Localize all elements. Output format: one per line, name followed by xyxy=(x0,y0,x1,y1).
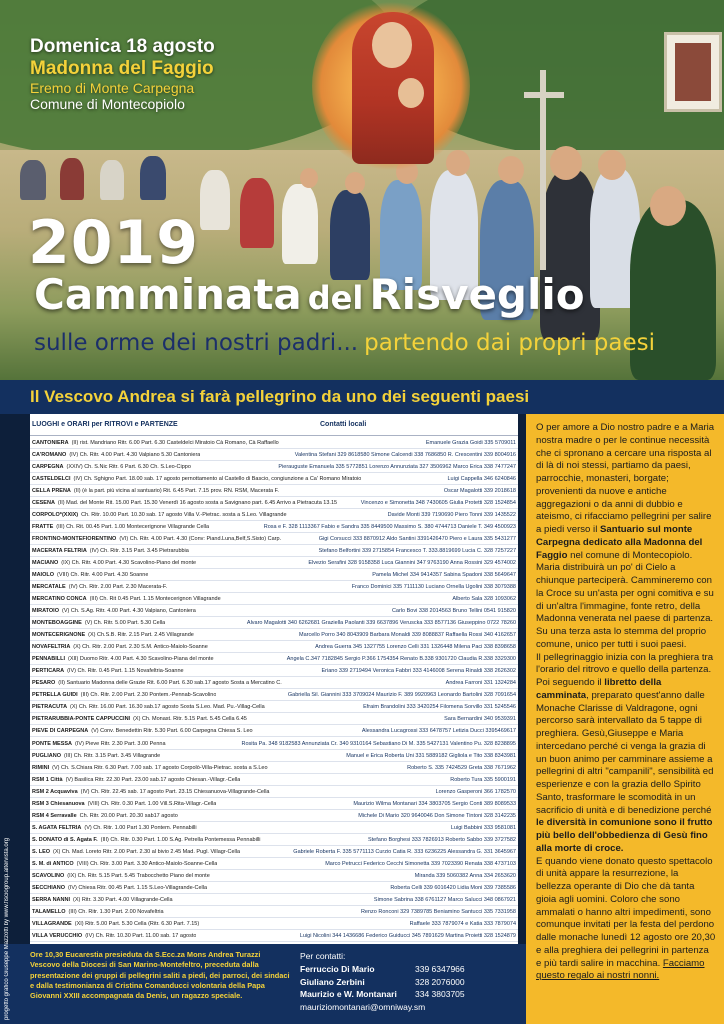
mass-info: Ore 10,30 Eucarestia presieduta da S.Ecc.za Mons Andrea Turazzi Vescovo della Diocesi di San Marino-Montefeltro, preceduta dalla presentazione dei gruppi di pellegrini saliti a piedi, dei parroci, dei sindaci e dalla testimonianza di Cristina Comanducci volontaria della Papa Giovanni XXIII accompagnata da Denis, un ragazzo speciale. xyxy=(30,950,290,1001)
table-row xyxy=(30,870,518,882)
table-header-right: Contatti locali xyxy=(320,421,367,428)
table-row xyxy=(30,713,518,725)
row-place: PERTICARA xyxy=(32,668,65,675)
row-contact: Davide Monti 339 7190690 Piero Tonni 339 1435522 xyxy=(387,512,516,519)
row-info: (III) Ch. Rit 0.45 Part. 1.15 Montecerignon Villagrande xyxy=(89,596,221,603)
row-place: VILLAGRANDE xyxy=(32,920,72,927)
row-info: (IV) Chiesa Ritr. 00.45 Part. 1.15 S.Leo-Villagrande-Cella xyxy=(68,884,208,891)
table-row xyxy=(30,918,518,930)
row-place: CORPOLO*(XXIX) xyxy=(32,512,79,519)
row-place-info xyxy=(32,485,279,497)
row-info: (X) Ritr. 3.30 Part. 4.00 Villagrande-Cella xyxy=(73,896,173,903)
row-place-info xyxy=(32,533,281,545)
row-contact: Renzo Ronconi 329 7389785 Beniamino Santucci 335 7331958 xyxy=(360,908,516,915)
table-header-left: LUOGHI e ORARI per RITROVI e PARTENZE xyxy=(32,421,178,428)
row-place-info xyxy=(32,713,247,725)
event-comune: Comune di Montecopiolo xyxy=(30,95,185,112)
row-place-info xyxy=(32,449,200,461)
row-contact: Alvaro Magalotti 340 6262681 Graziella Paolanti 339 6637896 Veruscka 333 8577136 Giuseppino 0722 78260 xyxy=(246,620,516,627)
row-place-info xyxy=(32,810,178,822)
row-place-info xyxy=(32,677,282,689)
table-row xyxy=(30,894,518,906)
row-place: SECCHIANO xyxy=(32,884,66,891)
row-info: (X) Ch. Mad. Loreto Ritr. 2.00 Part. 2.30 al bivio 2.45 Mad. Pugl. Villagr-Cella xyxy=(53,848,241,855)
row-info: (II) Mad. del Monte Rit. 15.00 Part. 15.30 Venerdì 16 agosto sosta a Savignano part. 6.45 Arrivo a Pietracuta 13.15 xyxy=(57,500,338,507)
table-row xyxy=(30,653,518,665)
contact-name: Ferruccio Di Mario xyxy=(300,963,375,974)
row-place: MONTECERIGNONE xyxy=(32,632,86,639)
row-place: S. AGATA FELTRIA xyxy=(32,824,82,831)
row-contact: Michele Di Mario 320 9640046 Don Simone Tintoni 328 3142235 xyxy=(358,812,516,819)
row-place: MERCATINO CONCA xyxy=(32,596,87,603)
cross-pole xyxy=(540,70,546,270)
table-row xyxy=(30,641,518,653)
table-row xyxy=(30,473,518,485)
row-place-info xyxy=(32,629,194,641)
row-place: CA'ROMANO xyxy=(32,452,67,459)
row-info: (II) (è la part. più vicina al santuario) Rit. 6.45 Part. 7.15 prov. RN. RSM, Macerata F. xyxy=(73,488,279,495)
schedule-table xyxy=(30,414,518,944)
row-place-info xyxy=(32,858,217,870)
madonna-face xyxy=(372,22,412,68)
row-contact: Roberto Tura 335 5900191 xyxy=(450,776,516,783)
table-row xyxy=(30,545,518,557)
row-place-info xyxy=(32,569,148,581)
table-row xyxy=(30,689,518,701)
cross-bar xyxy=(524,92,564,98)
contact-phone: 339 6347966 xyxy=(415,963,465,974)
row-place: RSM 1 Città xyxy=(32,776,63,783)
row-place-info xyxy=(32,653,214,665)
row-contact: Stefano Belfortini 339 2715854 Francesco T. 333.8819699 Lucia C. 328 7257227 xyxy=(318,548,516,555)
table-row xyxy=(30,774,518,786)
row-contact: Maurizio Wilma Montanari 334 3803705 Sergio Conti 389 8089533 xyxy=(353,800,516,807)
row-place: S. LEO xyxy=(32,848,51,855)
row-place: PIETRARUBBIA-PONTE CAPPUCCINI xyxy=(32,716,131,723)
row-contact: Elvezio Serafini 328 9158358 Luca Giannini 347 9763190 Anna Rossini 329 4574002 xyxy=(308,560,516,567)
row-place-info xyxy=(32,689,216,701)
row-info: (II) Santuario Madonna delle Grazie Rit. 6.00 Part. 6.30 sab.17 agosto Sosta a Mercatino C. xyxy=(58,680,282,687)
row-contact: Marco Petrucci Federico Cecchi Simonetta 339 7023390 Renata 338 4737103 xyxy=(325,860,516,867)
row-contact: Raffaele 333 7879074 e Katia 333 7879074 xyxy=(409,920,516,927)
row-contact: Manuel e Erica Roberta Uni 331 5889182 Gigliola e Tito 338 8343981 xyxy=(346,752,516,759)
row-info: (V) Ch. S.Chiara Ritr. 6.30 Part. 7.00 sab. 17 agosto Corpolò-Villa-Pietrac. sosta a S.Leo xyxy=(52,764,268,771)
row-place-info xyxy=(32,750,160,762)
contact-phone: 328 2076000 xyxy=(415,976,465,987)
contacts-block xyxy=(300,950,522,1014)
row-place-info xyxy=(32,545,189,557)
row-contact: Eriano 339 2719494 Veronica Fabbri 333 4146008 Serena Rinaldi 338 2626302 xyxy=(321,668,516,675)
row-info: (X) Ch. Ritr. 16.00 Part. 16.30 sab.17 agosto Sosta S.Leo. Mad. Pu.-Villag-Cella xyxy=(70,704,265,711)
table-row xyxy=(30,750,518,762)
bottom-band xyxy=(0,944,526,1024)
row-info: (V) Ch. Ritr. 5.00 Part. 5.30 Cella xyxy=(84,620,166,627)
row-place-info xyxy=(32,557,196,569)
side-text-span: nel comune di Montecopiolo. xyxy=(570,549,693,561)
contact-email[interactable]: mauriziomontanari@omniway.sm xyxy=(300,1002,426,1012)
table-row xyxy=(30,701,518,713)
row-place-info xyxy=(32,774,240,786)
side-paragraph: Maria distribuirà un po' di Cielo a chiunque parteciperà. Cammineremo con la Croce su un'asta per ogni comitiva e su di un'altra l'immagine, fonte retro, della Madonna venerata nel paese di partenza. Su una terza asta lo stemma del proprio comune, unico per tutti i suoi paesi. xyxy=(536,562,714,650)
row-place-info xyxy=(32,870,210,882)
row-place-info xyxy=(32,846,240,858)
row-place-info xyxy=(32,822,197,834)
row-place-info xyxy=(32,834,261,846)
row-info: (V) Conv. Benedettin Ritr. 5.30 Part. 6.00 Carpegna Chiesa S. Leo xyxy=(91,728,253,735)
row-info: Ch. Ritr. 20.00 Part. 20.30 sab17 agosto xyxy=(79,812,178,819)
row-contact: Efraim Brandolini 333 3420254 Filomena Sorvillo 331 5245546 xyxy=(363,704,516,711)
row-place: RSM 2 Acquaviva xyxy=(32,788,78,795)
table-row xyxy=(30,497,518,509)
row-place: PENNABILLI xyxy=(32,656,65,663)
contact-row xyxy=(300,963,522,976)
row-info: (IV) Ch. Ritr. 3.15 Part. 3.45 Pietrarubbia xyxy=(89,548,189,555)
row-place: RIMINI xyxy=(32,764,50,771)
row-place: PUGLIANO xyxy=(32,752,62,759)
row-place-info xyxy=(32,906,164,918)
row-info: (XII) Duomo Ritr. 4.00 Part. 4.30 Scavolino-Piana del monte xyxy=(68,656,214,663)
row-info: (IV) Ch. Ritr. 0.45 Part. 1.15 Novafeltria-Soanne xyxy=(67,668,184,675)
table-row xyxy=(30,449,518,461)
title-part: Risveglio xyxy=(369,270,585,319)
row-place: SCAVOLINO xyxy=(32,872,65,879)
row-info: (III) Ch. Ritr. 3.15 Part. 3.45 Villagrande xyxy=(64,752,161,759)
row-contact: Miranda 339 5060382 Anna 334 2653620 xyxy=(414,872,516,879)
row-info: (VIII) Ch. Ritr. 4.00 Part. 4.30 Soanne xyxy=(57,572,149,579)
table-row xyxy=(30,810,518,822)
table-row xyxy=(30,798,518,810)
row-place: PETRELLA GUIDI xyxy=(32,692,78,699)
table-row xyxy=(30,665,518,677)
side-paragraph xyxy=(536,652,716,856)
side-text-bold: Santuario sul monte Carpegna dedicato alla Madonna del Faggio xyxy=(536,524,703,561)
row-info: (IV) Ch. Ritr. 2.00 Part. 2.30 Macerata-F. xyxy=(68,584,168,591)
row-info: (XXIV) Ch. S.Nic Ritr. 6 Part. 6.30 Ch. S.Leo-Cippo xyxy=(66,464,191,471)
row-info: (II) rist. Mandriano Ritr. 6.00 Part. 6.30 Casteldelci Miratoio Cà Romano, Cà Raffaello xyxy=(71,440,279,446)
row-place-info xyxy=(32,641,208,653)
table-row xyxy=(30,593,518,605)
row-contact: Gigi Corsucci 333 8870912 Aldo Santini 3391426470 Piero e Laura 335 5431277 xyxy=(318,536,516,543)
table-row xyxy=(30,509,518,521)
row-info: (III) Ch. Ritr. 1.30 Part. 2.00 Novafeltria xyxy=(68,908,164,915)
row-info: (IX) Ch. Ritr. 4.00 Part. 4.30 Scavolino-Piano del monte xyxy=(61,560,197,567)
table-row xyxy=(30,762,518,774)
row-contact: Andrea Farroni 331 1324284 xyxy=(445,680,516,687)
row-place-info xyxy=(32,581,167,593)
event-header xyxy=(30,36,330,112)
row-contact: Emanuele Grazia Goidi 335 5709011 xyxy=(425,440,516,446)
row-place-info xyxy=(32,605,196,617)
row-place-info xyxy=(32,497,337,509)
child-face xyxy=(398,78,424,108)
side-text-span: Il pellegrinaggio inizia con la preghiera tra l'orario del ritrovo e quello della partenza. Poi seguendo il xyxy=(536,651,714,688)
row-place-info xyxy=(32,617,165,629)
table-row xyxy=(30,834,518,846)
row-place: RSM 4 Serravalle xyxy=(32,812,77,819)
table-row xyxy=(30,437,518,449)
row-contact: Luigi Babbini 333 9581081 xyxy=(450,824,516,831)
row-info: (V) Ch. Ritr. 1.00 Part 1.30 Pontem. Pennabilli xyxy=(84,824,197,831)
row-contact: Pamela Michel 334 9414357 Sabina Spadoni 338 5649647 xyxy=(372,572,516,579)
row-contact: Oscar Magalotti 339 2018618 xyxy=(443,488,516,495)
row-place: S. DONATO di S. Agata F. xyxy=(32,836,98,843)
row-info: Ch. Ritr. 10.00 Part. 10.30 sab. 17 agosto Villa V.-Pietrac. sosta a S.Leo. Villagrande xyxy=(81,512,287,519)
row-contact: Pierauguste Emanuela 335 5772851 Lorenzo Annunziata 327 3506962 Marco Erica 338 7477247 xyxy=(278,464,516,471)
row-place: MACIANO xyxy=(32,560,59,567)
row-info: (VIII) Ch. Ritr. 3.00 Part. 3.30 Antico-Maiolo-Soanne-Cella xyxy=(76,860,218,867)
row-info: (IV) Ch. Sghigno Part. 18.00 sab. 17 agosto pernottamento al Castello di Bascio, congiunzione a Ca' Romano Miratoio xyxy=(73,476,362,483)
event-madonna: Madonna del Faggio xyxy=(30,57,214,79)
table-row xyxy=(30,557,518,569)
row-place-info xyxy=(32,665,184,677)
table-row xyxy=(30,461,518,473)
row-contact: Gabriele Roberta F. 335 5771113 Curzio Catia R. 333 6236225 Alessandra G. 331 3645967 xyxy=(293,848,516,855)
row-place: RSM 3 Chiesanuova xyxy=(32,800,85,807)
row-place: CARPEGNA xyxy=(32,464,64,471)
table-row xyxy=(30,629,518,641)
row-info: (III) Ch. Rit. 00.45 Part. 1.00 Montecerignone Villagrande Cella xyxy=(56,524,210,531)
table-header xyxy=(30,414,518,436)
row-place: FRONTINO-MONTEFIORENTINO xyxy=(32,536,117,543)
table-row xyxy=(30,677,518,689)
row-contact: Rosita Pa. 348 9182583 Annunziata Cr. 340 9310164 Sebastiano Di M. 335 5427131 Valentino Pu. 328 8238895 xyxy=(241,740,516,747)
row-info: (III) Ch. Ritr. 2.00 Part. 2.30 Pontem.-Pennab-Scavolino xyxy=(80,692,217,699)
table-row xyxy=(30,822,518,834)
row-info: (III) Ch. Ritr. 0.30 Part. 1.00 S.Ag. Petrella Pontemessa Pennabilli xyxy=(100,836,261,843)
table-row xyxy=(30,533,518,545)
row-info: (IX) Ch. Ritr. 5.15 Part. 5.45 Trabocchetto Piano del monte xyxy=(67,872,210,879)
row-place: S. M. di ANTICO xyxy=(32,860,74,867)
contact-row xyxy=(300,988,522,1001)
row-contact: Simone Sabrina 338 6761127 Marco Salucci 348 0867921 xyxy=(373,896,516,903)
row-place: MAIOLO xyxy=(32,572,54,579)
row-info: (XI) Ritr. 5.00 Part. 5.30 Cella (Ritr. 6.30 Part. 7.15) xyxy=(74,920,200,927)
row-contact: Alessandra Lucagrossi 333 6478757 Letizia Ducci 3395469617 xyxy=(361,728,516,735)
side-text-bold: libretto della camminata xyxy=(536,677,662,701)
table-row xyxy=(30,930,518,942)
framed-image xyxy=(664,32,722,112)
contact-phone: 334 3803705 xyxy=(415,989,465,1000)
row-contact: Franco Dominici 335 7111130 Luciano Ornella Ugolini 338 3079388 xyxy=(351,584,516,591)
row-place-info xyxy=(32,882,207,894)
row-info: (X) Ch.S.B. Ritr. 2.15 Part. 2.45 Villagrande xyxy=(88,632,194,639)
row-place-info xyxy=(32,521,209,533)
row-place: MERCATALE xyxy=(32,584,66,591)
row-info: (X) Ch. Ritr. 2.00 Part. 2.30 S.M. Antico-Maiolo-Soanne xyxy=(73,644,208,651)
row-contact: Luigi Nicolini 344 1436686 Federico Guiducci 345 7891629 Martina Proietti 328 1524879 xyxy=(299,932,516,939)
row-place: CESENA xyxy=(32,500,55,507)
row-contact: Roberta Celli 339 6016420 Lidia Moni 339 7385586 xyxy=(390,884,516,891)
event-subtitle xyxy=(34,330,655,356)
row-place: FRATTE xyxy=(32,524,54,531)
row-info: (IV) Ch. Ritr. 4.00 Part. 4.30 Valpiano 5.30 Cantoniera xyxy=(69,452,201,459)
row-place: CELLA PRENA xyxy=(32,488,71,495)
table-row xyxy=(30,725,518,737)
side-text-span: , preparato quest'anno dalle Monache Clarisse di Valdragone, ogni percorso sarà intervallato da 5 tappe di preghiera. Gesù,Giuseppe e Maria intercedano perché ci venga la grazia di un buon animo per camminare assieme a pellegrini di altri "campanili", sensibilità ed esperienze e con la grazia dello Spirito Santo, trasformare le scomodità in un sacrificio di unità e di benedizione perché xyxy=(536,689,714,816)
side-text-bold: le diversità in comunione sono il frutto più bello dell'obbedienza di Gesù fino alla morte di croce. xyxy=(536,817,713,854)
row-info: (IV) Ch. Ritr. 22.45 sab. 17 agosto Part. 23.15 Chiesanuova-Villagrande-Cella xyxy=(80,788,270,795)
row-place: PESARO xyxy=(32,680,56,687)
table-row xyxy=(30,569,518,581)
table-row xyxy=(30,846,518,858)
row-place-info xyxy=(32,725,253,737)
contact-name: Maurizio e W. Montanari xyxy=(300,989,397,1000)
row-place-info xyxy=(32,701,265,713)
row-contact: Carlo Bovi 338 2014563 Bruno Tellini 0541 915820 xyxy=(391,608,516,615)
row-contact: Angela C.347 7182845 Sergio P.366 1754354 Renato B.338 9301720 Claudia R.338 3329300 xyxy=(286,656,516,663)
row-place: MACERATA FELTRIA xyxy=(32,548,87,555)
row-place-info xyxy=(32,786,270,798)
row-contact: Luigi Cappella 346 6240846 xyxy=(447,476,516,483)
row-place: PONTE MESSA xyxy=(32,740,73,747)
contacts-label: Per contatti: xyxy=(300,951,346,961)
row-contact: Marcello Porro 340 8043909 Barbara Monaldi 339 8088837 Raffaella Rossi 340 4162657 xyxy=(299,632,516,639)
side-paragraph xyxy=(536,856,716,984)
row-info: (VIII) Ch. Ritr. 0.30 Part. 1.00 Vill.S.Rita-Villagr.-Cella xyxy=(87,800,217,807)
side-paragraph xyxy=(536,422,716,562)
row-info: (V) Basilica Ritr. 22.30 Part. 23.00 sab.17 agosto Chiesan.-Villagr.-Cella xyxy=(65,776,241,783)
event-title xyxy=(34,270,585,319)
table-row xyxy=(30,617,518,629)
row-place: VILLA VERUCCHIO xyxy=(32,932,83,939)
row-place: PIEVE DI CARPEGNA xyxy=(32,728,89,735)
row-place-info xyxy=(32,798,216,810)
bishop-band: Il Vescovo Andrea si farà pellegrino da uno dei seguenti paesi xyxy=(0,380,724,414)
row-place: SERRA NANNI xyxy=(32,896,70,903)
table-row xyxy=(30,605,518,617)
table-row xyxy=(30,738,518,750)
row-place-info xyxy=(32,930,196,942)
row-info: (X) Ch. Monast. Ritr. 5.15 Part. 5.45 Cella 6.45 xyxy=(133,716,247,723)
table-row xyxy=(30,858,518,870)
event-eremo: Eremo di Monte Carpegna xyxy=(30,79,195,96)
contact-row xyxy=(300,976,522,989)
event-year: 2019 xyxy=(28,208,199,278)
row-place-info xyxy=(32,509,287,521)
row-contact: Alberto Sala 328 1093062 xyxy=(452,596,516,603)
subtitle-part: partendo dai propri paesi xyxy=(364,330,655,356)
table-row xyxy=(30,581,518,593)
side-text-span: E quando viene donato questo spettacolo di unità appare la resurrezione, la bellezza operante di Dio che dà tanta gioia agli uomini. Coloro che sono ammalati o hanno altri impedimenti, sono comunque invitati per la festa del perdono dalle monache lunedì 12 agosto ore 20,30 e alla preghiera dei pellegrini in partenza e più tardi salire in macchina. xyxy=(536,855,716,969)
row-contact: Gabriella Sil. Giannini 333 3709024 Maurizio F. 389 9920963 Leonardo Bartolini 328 7091654 xyxy=(287,692,516,699)
subtitle-part: sulle orme dei nostri padri... xyxy=(34,330,359,356)
table-row xyxy=(30,485,518,497)
side-text xyxy=(526,414,724,1024)
row-contact: Lorenzo Gasperoni 366 1782570 xyxy=(435,788,516,795)
row-place-info xyxy=(32,593,221,605)
row-place-info xyxy=(32,918,199,930)
row-info: (IV) Pieve Ritr. 2.30 Part. 3.00 Penna xyxy=(75,740,166,747)
row-contact: Andrea Guerra 345 1327755 Lorenzo Celli 331 1326448 Milena Paci 338 8398658 xyxy=(315,644,516,651)
row-contact: Sara Bernardini 340 9539391 xyxy=(444,716,516,723)
row-info: (IV) Ch. Ritr. 10.30 Part. 11.00 sab. 17 agosto xyxy=(85,932,197,939)
credits: progetto grafico Giuseppe Mazzotti by www.fisciogroup.altervista.org xyxy=(4,837,10,1020)
event-date: Domenica 18 agosto xyxy=(30,36,215,57)
row-contact: Roberto S. 335 7424529 Greta 338 7671962 xyxy=(407,764,516,771)
row-place: CANTONIERA xyxy=(32,440,69,446)
row-contact: Vincenzo e Simonetta 348 7430605 Giulia Protetti 328 1524854 xyxy=(360,500,516,507)
row-place-info xyxy=(32,461,191,473)
row-info: (V) Ch. S.Ag. Ritr. 4.00 Part. 4.30 Valpiano, Cantoniera xyxy=(62,608,196,615)
row-place: TALAMELLO xyxy=(32,908,66,915)
table-row xyxy=(30,882,518,894)
row-contact: Stefano Borghesi 333 7826913 Roberto Sabbo 339 3727582 xyxy=(367,836,516,843)
title-part: del xyxy=(307,279,364,317)
row-place-info xyxy=(32,762,268,774)
side-text-span: O per amore a Dio nostro padre e a Maria nostra madre o per le continue necessità che ci spronano a cercare una risposta al di là di noi stessi, partiamo da paesi, parrocchie, monasteri, borgate; provenienti da nuove e antiche aggregazioni o da anni di dubbio e ateismo, ci rifacciamo pellegrini per salire a piedi verso il xyxy=(536,422,715,535)
table-row xyxy=(30,786,518,798)
table-row xyxy=(30,906,518,918)
row-place: MIRATOIO xyxy=(32,608,59,615)
row-place: NOVAFELTRIA xyxy=(32,644,71,651)
row-place-info xyxy=(32,437,279,449)
row-place-info xyxy=(32,473,361,485)
row-place: PIETRACUTA xyxy=(32,704,68,711)
row-place: CASTELDELCI xyxy=(32,476,71,483)
row-place: MONTEBOAGGINE xyxy=(32,620,82,627)
row-info: (VI) Ch. Ritr. 4.00 Part. 4.30 (Conv: Piand.Luna,Belf,S.Sisto) Carp. xyxy=(119,536,282,543)
side-text-underline: Facciamo questo regalo ai nostri nonni. xyxy=(536,957,705,982)
title-part: Camminata xyxy=(34,270,302,319)
row-contact: Valentina Stefani 329 8618580 Simone Calcendi 338 7686850 R. Crescentini 339 8004916 xyxy=(294,452,516,459)
row-place-info xyxy=(32,738,166,750)
pilgrimage-photo xyxy=(0,0,724,380)
contact-name: Giuliano Zerbini xyxy=(300,976,365,987)
row-place-info xyxy=(32,894,173,906)
row-contact: Rosa e F. 328 1113367 Fabio e Sandra 335 8449500 Massimo S. 380 4744713 Daniele T. 349 4500923 xyxy=(263,524,516,531)
table-row xyxy=(30,521,518,533)
